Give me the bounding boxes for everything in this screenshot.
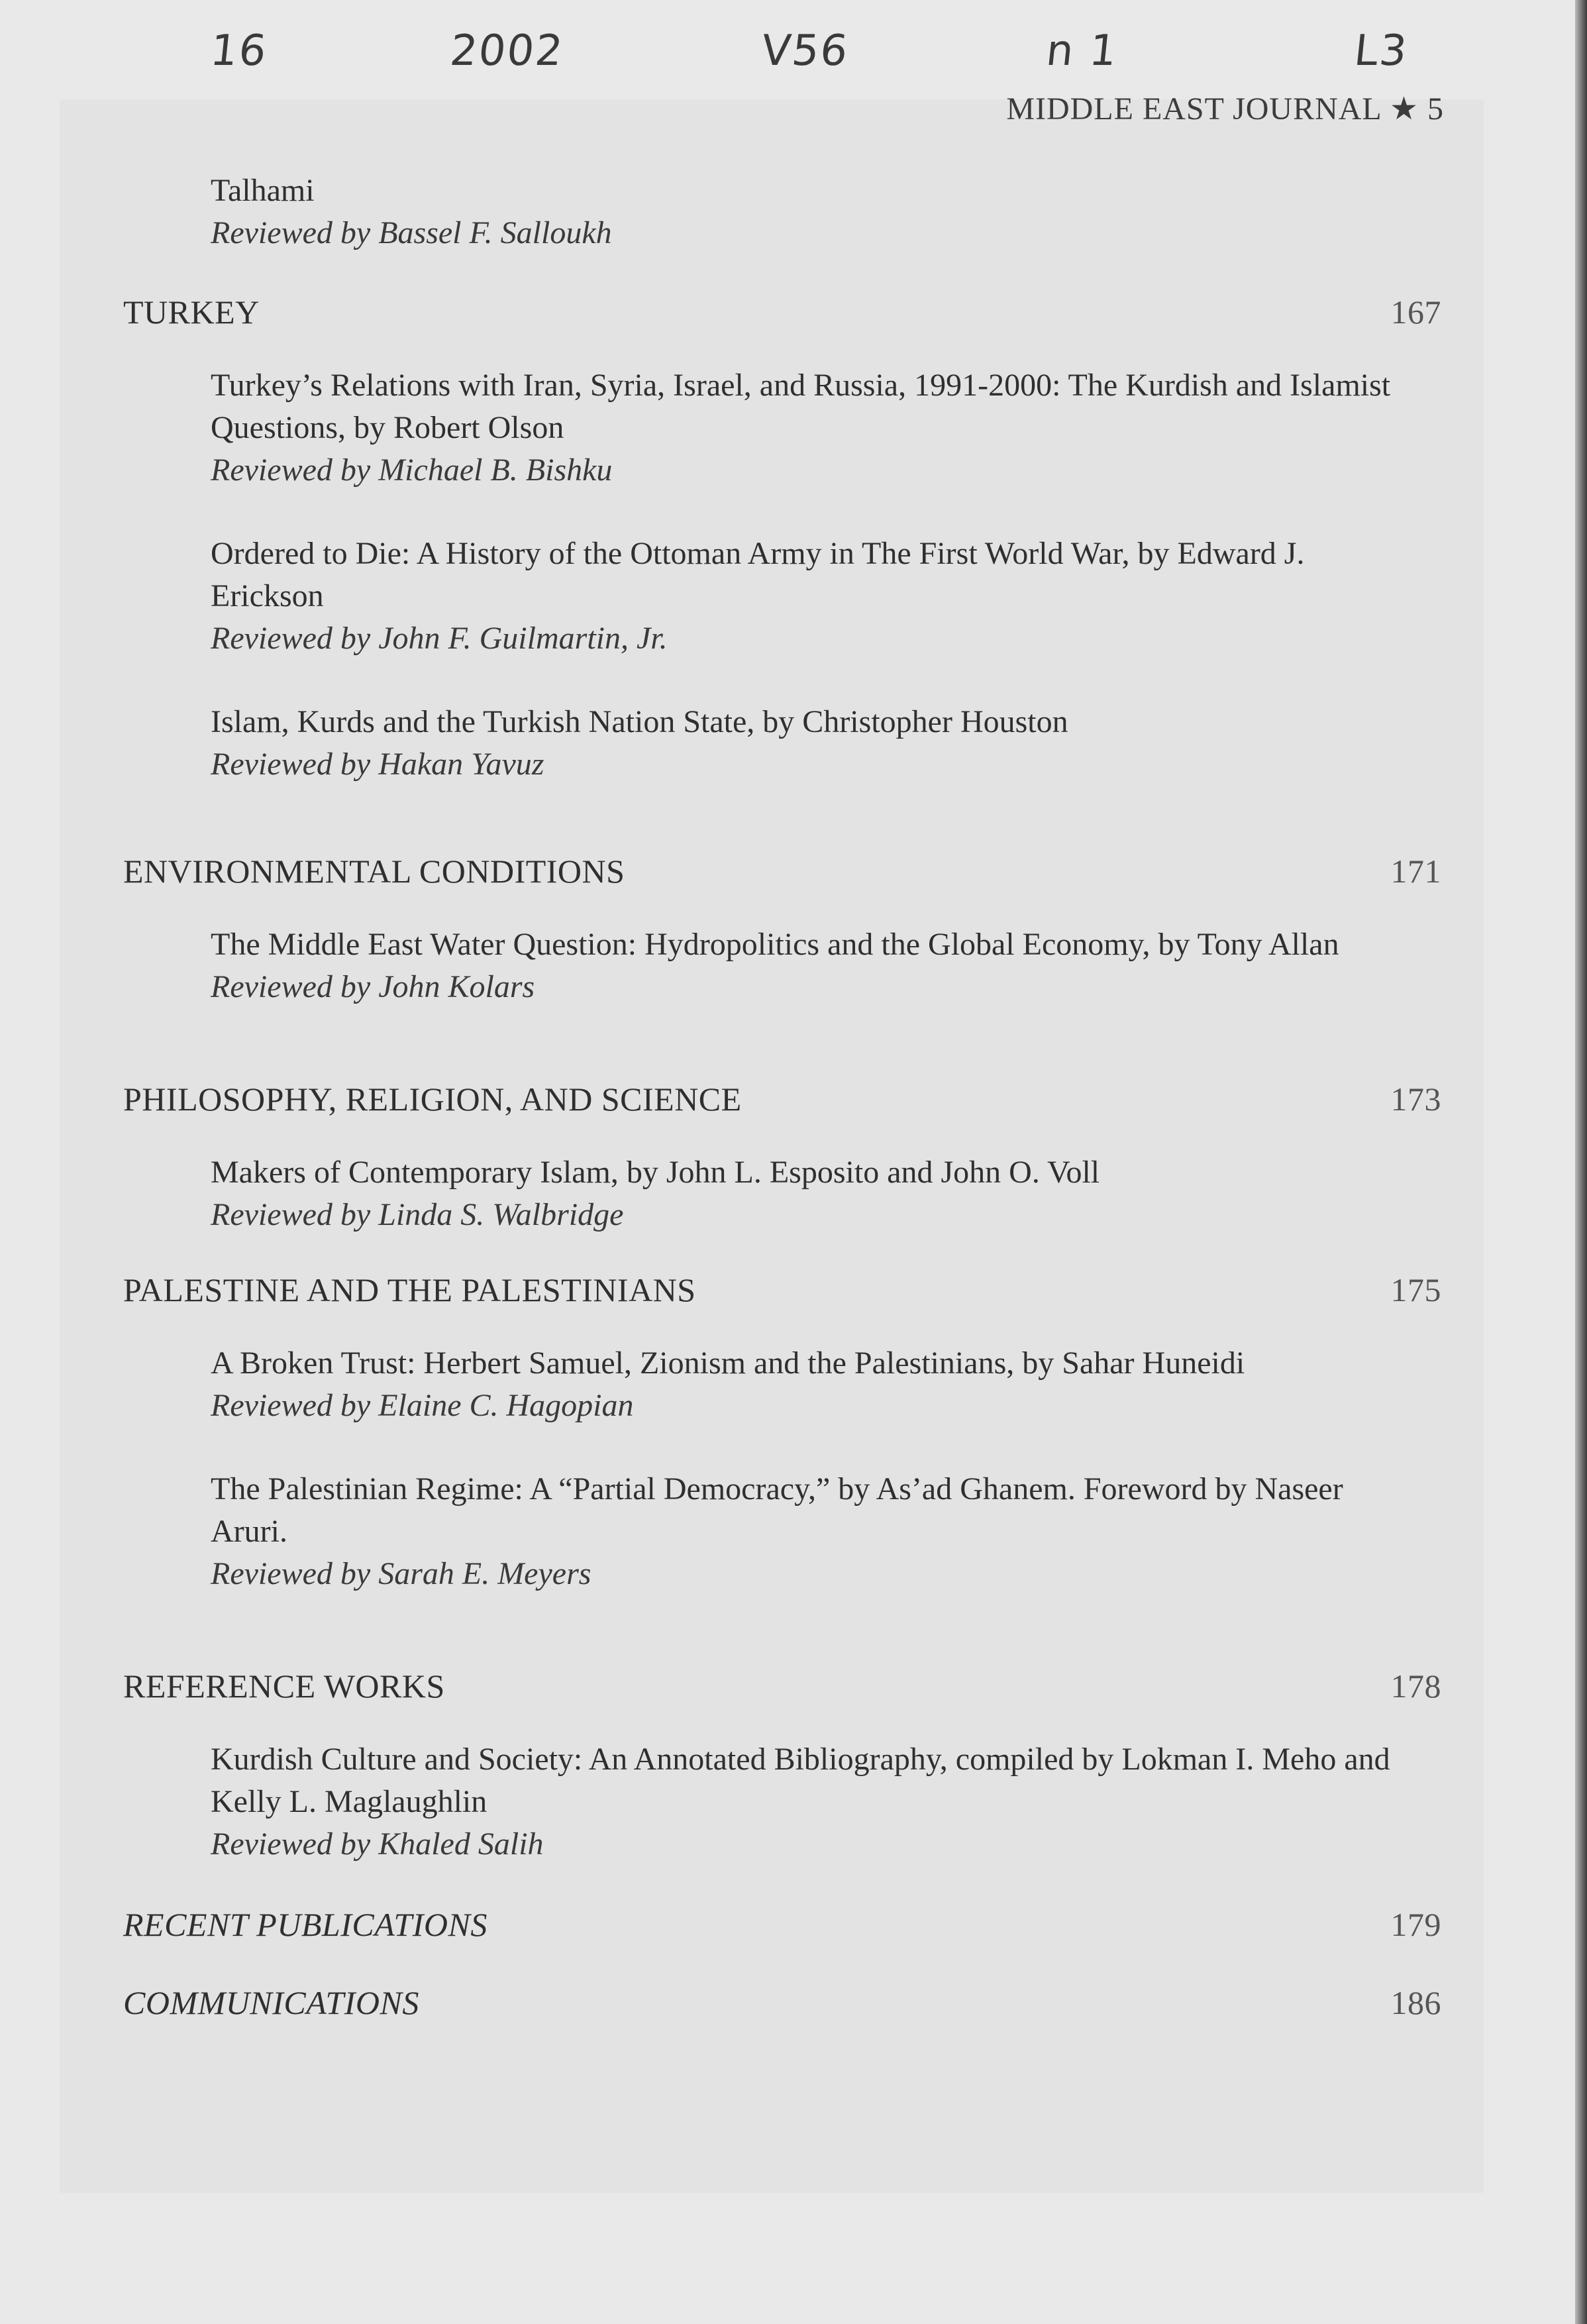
entry-title: The Palestinian Regime: A “Partial Democracy,” by As’ad Ghanem. Foreword by Naseer Aruri. [211,1471,1343,1549]
section-page-number: 173 [1390,1081,1441,1118]
entry-reviewer: Reviewed by Hakan Yavuz [211,747,544,782]
section-heading [123,852,1441,890]
section-page-number: 179 [1390,1906,1441,1943]
toc-entry [211,170,1423,254]
toc-entry [211,533,1423,660]
entry-title: The Middle East Water Question: Hydropolitics and the Global Economy, by Tony Allan [211,927,1339,962]
section-title: TURKEY [123,293,260,331]
entry-reviewer: Reviewed by Khaled Salih [211,1826,544,1862]
section-page-number: 171 [1390,853,1441,890]
entry-reviewer: Reviewed by John Kolars [211,969,535,1004]
section-heading [123,1271,1441,1309]
toc-entry [211,364,1423,492]
section-title: PHILOSOPHY, RELIGION, AND SCIENCE [123,1081,742,1118]
section-page-number: 178 [1390,1667,1441,1705]
toc-entry [211,924,1423,1008]
binding-edge [1575,0,1587,2324]
section-heading [123,1667,1441,1705]
handwritten-note: 16 [208,26,270,76]
section-heading [123,293,1441,331]
section-heading [123,1080,1441,1118]
section-title: REFERENCE WORKS [123,1667,445,1705]
toc-entry [211,701,1423,786]
toc-entry [211,1738,1423,1866]
entry-title: Kurdish Culture and Society: An Annotated Bibliography, compiled by Lokman I. Meho and Kelly L. Maglaughlin [211,1742,1390,1819]
running-head: MIDDLE EAST JOURNAL ★ 5 [1006,91,1444,127]
entry-reviewer: Reviewed by John F. Guilmartin, Jr. [211,621,668,656]
toc-entry [211,1468,1423,1595]
entry-title: Makers of Contemporary Islam, by John L. Esposito and John O. Voll [211,1155,1100,1190]
toc-entry [211,1151,1423,1236]
toc-entry [211,1342,1423,1427]
entry-title: Islam, Kurds and the Turkish Nation State, by Christopher Houston [211,704,1068,739]
entry-reviewer: Reviewed by Bassel F. Salloukh [211,215,612,250]
entry-reviewer: Reviewed by Elaine C. Hagopian [211,1388,634,1423]
section-page-number: 186 [1390,1984,1441,2021]
section-title: PALESTINE AND THE PALESTINIANS [123,1271,696,1308]
handwritten-note: L3 [1352,26,1411,76]
entry-reviewer: Reviewed by Linda S. Walbridge [211,1197,624,1232]
section-page-number: 175 [1390,1271,1441,1308]
section-heading [123,1983,1441,2022]
entry-title: Talhami [211,173,315,208]
entry-reviewer: Reviewed by Michael B. Bishku [211,452,613,488]
section-page-number: 167 [1390,293,1441,331]
section-title: COMMUNICATIONS [123,1984,419,2021]
section-title: RECENT PUBLICATIONS [123,1906,487,1943]
handwritten-note: n 1 [1044,26,1121,76]
section-title: ENVIRONMENTAL CONDITIONS [123,853,625,890]
table-of-contents [123,170,1441,2022]
entry-title: A Broken Trust: Herbert Samuel, Zionism and the Palestinians, by Sahar Huneidi [211,1346,1245,1381]
handwritten-note: V56 [759,26,852,76]
handwritten-note: 2002 [448,26,566,76]
entry-title: Turkey’s Relations with Iran, Syria, Israel, and Russia, 1991-2000: The Kurdish and Islamist Questions, by Robert Olson [211,368,1391,445]
entry-reviewer: Reviewed by Sarah E. Meyers [211,1556,591,1591]
section-heading [123,1905,1441,1944]
entry-title: Ordered to Die: A History of the Ottoman Army in The First World War, by Edward J. Erickson [211,536,1305,613]
